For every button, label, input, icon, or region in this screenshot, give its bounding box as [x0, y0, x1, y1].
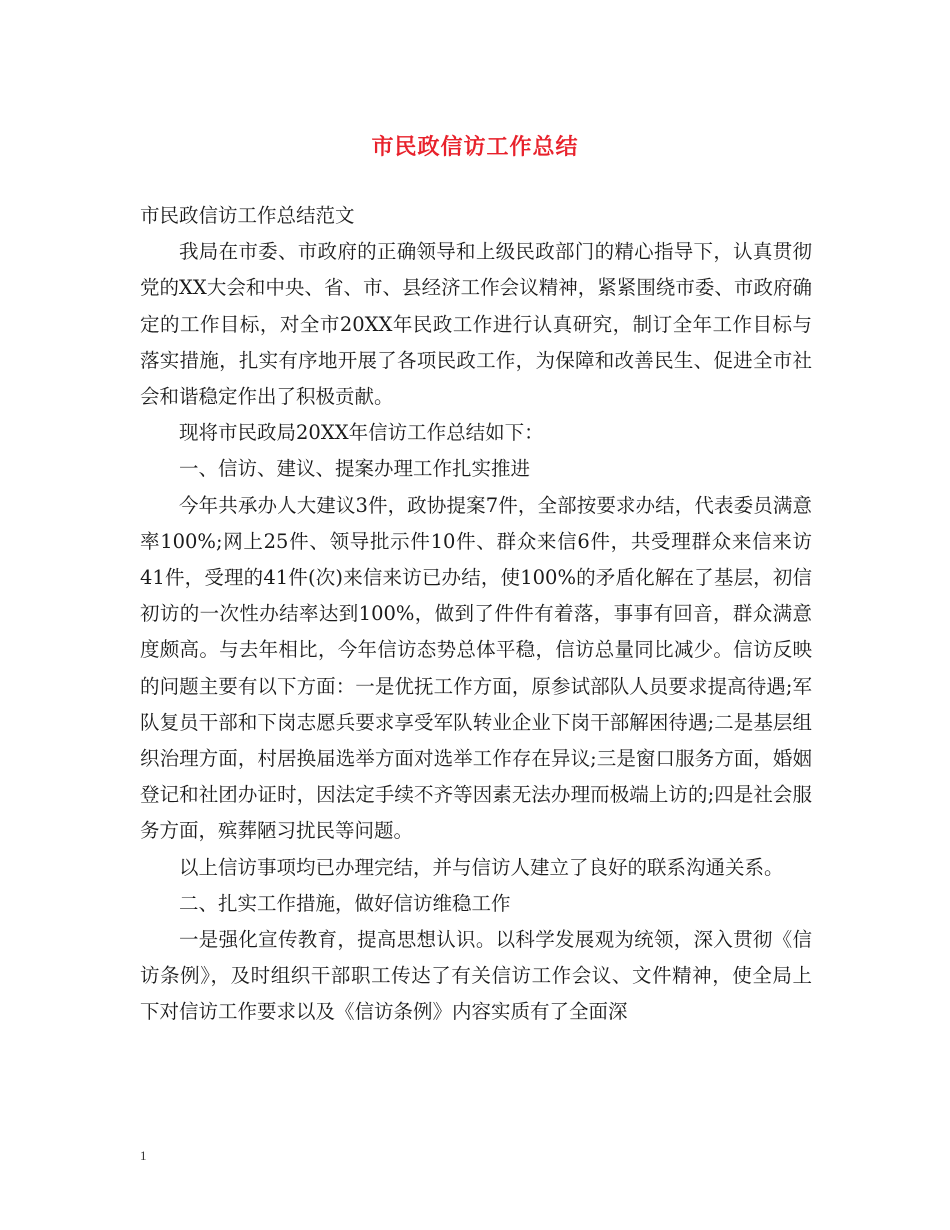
page-number: 1	[140, 1148, 147, 1163]
paragraph: 我局在市委、市政府的正确领导和上级民政部门的精心指导下，认真贯彻党的XX大会和中央、省、市、县经济工作会议精神，紧紧围绕市委、市政府确定的工作目标，对全市20XX年民政工作进行认真研究，制订全年工作目标与落实措施，扎实有序地开展了各项民政工作，为保障和改善民生、促进全市社会和谐稳定作出了积极贡献。	[140, 240, 812, 409]
paragraph: 今年共承办人大建议3件，政协提案7件，全部按要求办结，代表委员满意率100%;网上25件、领导批示件10件、群众来信6件，共受理群众来信来访41件，受理的41件(次)来信来访已办结，使100%的矛盾化解在了基层，初信初访的一次性办结率达到100%，做到了件件有着落，事事有回音，群众满意度颇高。与去年相比，今年信访态势总体平稳，信访总量同比减少。信访反映的问题主要有以下方面：一是优抚工作方面，原参试部队人员要求提高待遇;军队复员干部和下岗志愿兵要求享受军队转业企业下岗干部解困待遇;二是基层组织治理方面，村居换届选举方面对选举工作存在异议;三是窗口服务方面，婚姻登记和社团办证时，因法定手续不齐等因素无法办理而极端上访的;四是社会服务方面，殡葬陋习扰民等问题。	[140, 493, 812, 843]
paragraph: 以上信访事项均已办理完结，并与信访人建立了良好的联系沟通关系。	[179, 855, 784, 879]
section-heading: 二、扎实工作措施，做好信访维稳工作	[179, 891, 511, 915]
page-title: 市民政信访工作总结	[371, 134, 579, 160]
document-body	[140, 198, 812, 1031]
document-subtitle: 市民政信访工作总结范文	[140, 204, 355, 227]
paragraph: 一是强化宣传教育，提高思想认识。以科学发展观为统领，深入贯彻《信访条例》，及时组织干部职工传达了有关信访工作会议、文件精神，使全局上下对信访工作要求以及《信访条例》内容实质有了全面深	[140, 928, 812, 1024]
section-heading: 一、信访、建议、提案办理工作扎实推进	[179, 457, 531, 481]
paragraph: 现将市民政局20XX年信访工作总结如下：	[179, 421, 544, 445]
